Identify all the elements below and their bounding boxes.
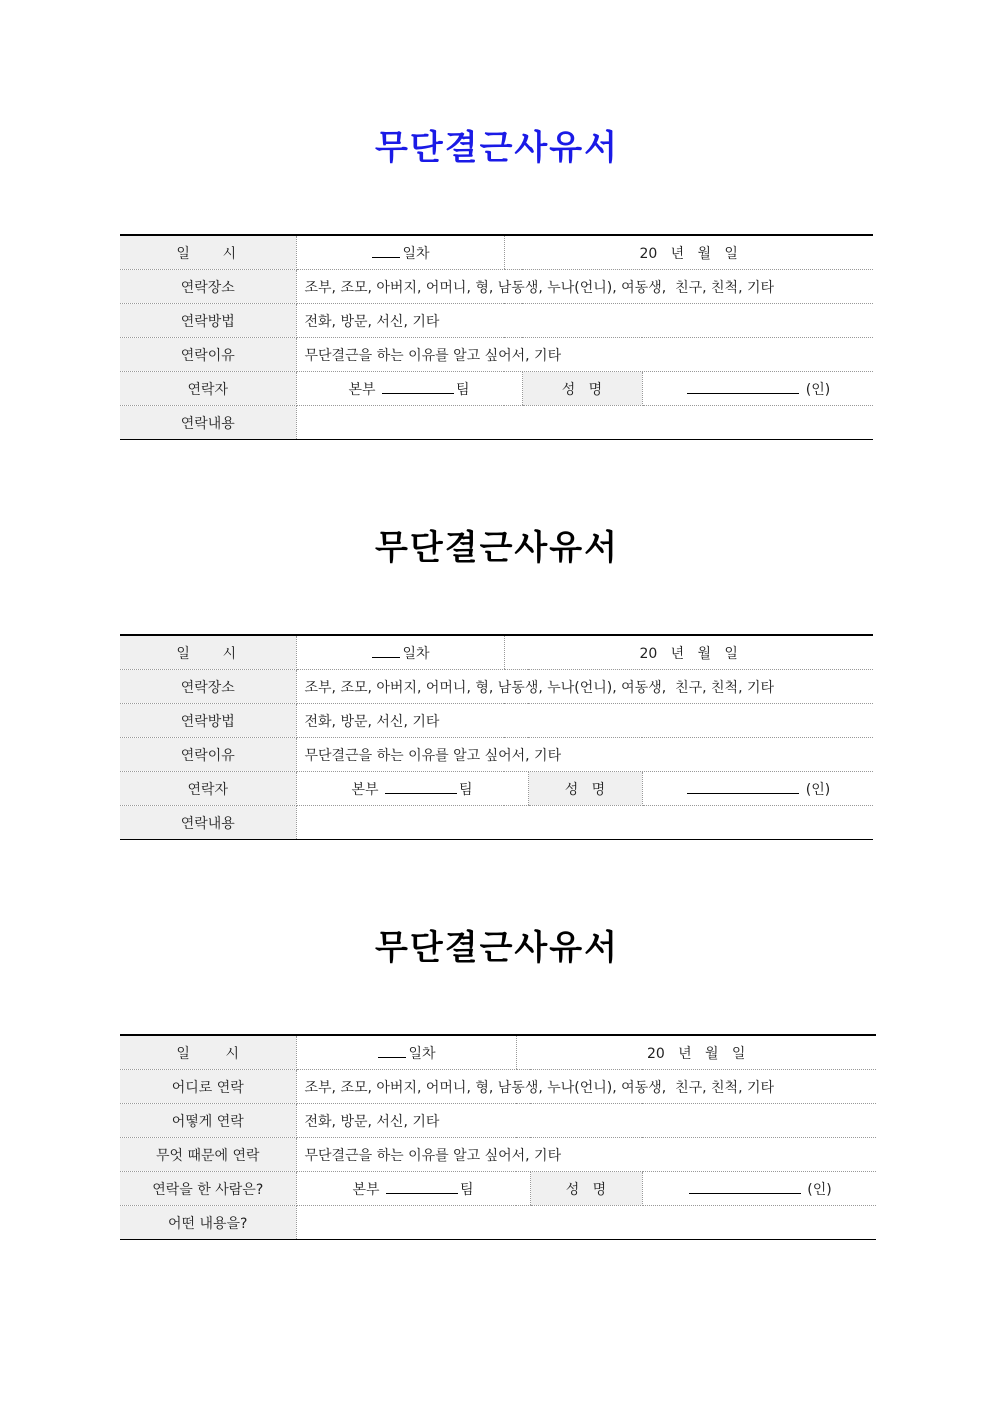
day-suffix: 일차: [402, 645, 430, 662]
content-field[interactable]: [296, 806, 873, 840]
form-table: [120, 634, 873, 840]
row-reason: [120, 1138, 876, 1172]
label-method: 연락방법: [120, 304, 296, 338]
label-name: 성 명: [530, 1172, 642, 1206]
label-reason: 무엇 때문에 연락: [120, 1138, 296, 1172]
label-place: 연락장소: [120, 270, 296, 304]
label-contact: 연락을 한 사람은?: [120, 1172, 296, 1206]
label-date: 일 시: [120, 635, 296, 670]
place-options[interactable]: 조부, 조모, 아버지, 어머니, 형, 남동생, 누나(언니), 여동생, 친구, 친척, 기타: [296, 1070, 876, 1104]
day-suffix: 일차: [402, 245, 430, 262]
row-method: [120, 304, 873, 338]
label-place: 연락장소: [120, 670, 296, 704]
form-title: 무단결근사유서: [375, 128, 619, 168]
row-content: [120, 406, 873, 440]
label-contact: 연락자: [120, 772, 296, 806]
label-content: 어떤 내용을?: [120, 1206, 296, 1240]
row-contact: [120, 1172, 876, 1206]
row-method: [120, 704, 873, 738]
reason-options[interactable]: 무단결근을 하는 이유를 알고 싶어서, 기타: [296, 738, 873, 772]
method-options[interactable]: 전화, 방문, 서신, 기타: [296, 704, 873, 738]
row-date: [120, 1035, 876, 1070]
dept-prefix: 본부: [352, 1181, 380, 1198]
team-field[interactable]: [296, 772, 528, 806]
day-suffix: 일차: [408, 1045, 436, 1062]
team-suffix: 팀: [458, 781, 473, 798]
row-date: [120, 635, 873, 670]
team-field[interactable]: [296, 372, 522, 406]
date-field[interactable]: 20 년 월 일: [516, 1035, 876, 1070]
label-name: 성 명: [528, 772, 642, 806]
name-field[interactable]: [642, 1172, 876, 1206]
row-place: [120, 270, 873, 304]
row-date: [120, 235, 873, 270]
label-reason: 연락이유: [120, 338, 296, 372]
reason-options[interactable]: 무단결근을 하는 이유를 알고 싶어서, 기타: [296, 338, 873, 372]
form-title: 무단결근사유서: [375, 928, 619, 968]
team-suffix: 팀: [455, 381, 470, 398]
method-options[interactable]: 전화, 방문, 서신, 기타: [296, 1104, 876, 1138]
label-content: 연락내용: [120, 806, 296, 840]
content-field[interactable]: [296, 406, 873, 440]
label-method: 어떻게 연락: [120, 1104, 296, 1138]
place-options[interactable]: 조부, 조모, 아버지, 어머니, 형, 남동생, 누나(언니), 여동생, 친구, 친척, 기타: [296, 670, 873, 704]
form-table: [120, 1034, 876, 1240]
label-place: 어디로 연락: [120, 1070, 296, 1104]
row-method: [120, 1104, 876, 1138]
row-content: [120, 806, 873, 840]
label-reason: 연락이유: [120, 738, 296, 772]
team-suffix: 팀: [459, 1181, 474, 1198]
row-place: [120, 1070, 876, 1104]
name-field[interactable]: [642, 372, 873, 406]
date-field[interactable]: 20 년 월 일: [504, 235, 873, 270]
form-table: [120, 234, 873, 440]
method-options[interactable]: 전화, 방문, 서신, 기타: [296, 304, 873, 338]
day-count-field[interactable]: [296, 635, 504, 670]
place-options[interactable]: 조부, 조모, 아버지, 어머니, 형, 남동생, 누나(언니), 여동생, 친구, 친척, 기타: [296, 270, 873, 304]
day-count-field[interactable]: [296, 1035, 516, 1070]
form-title: 무단결근사유서: [375, 528, 619, 568]
seal-mark: (인): [805, 781, 831, 798]
label-name: 성 명: [522, 372, 642, 406]
team-field[interactable]: [296, 1172, 530, 1206]
row-place: [120, 670, 873, 704]
seal-mark: (인): [807, 1181, 832, 1198]
row-reason: [120, 738, 873, 772]
seal-mark: (인): [805, 381, 831, 398]
label-date: 일 시: [120, 235, 296, 270]
content-field[interactable]: [296, 1206, 876, 1240]
label-method: 연락방법: [120, 704, 296, 738]
reason-options[interactable]: 무단결근을 하는 이유를 알고 싶어서, 기타: [296, 1138, 876, 1172]
row-contact: [120, 772, 873, 806]
dept-prefix: 본부: [351, 781, 379, 798]
row-contact: [120, 372, 873, 406]
date-field[interactable]: 20 년 월 일: [504, 635, 873, 670]
row-reason: [120, 338, 873, 372]
row-content: [120, 1206, 876, 1240]
label-contact: 연락자: [120, 372, 296, 406]
label-date: 일 시: [120, 1035, 296, 1070]
dept-prefix: 본부: [348, 381, 376, 398]
day-count-field[interactable]: [296, 235, 504, 270]
label-content: 연락내용: [120, 406, 296, 440]
name-field[interactable]: [642, 772, 873, 806]
